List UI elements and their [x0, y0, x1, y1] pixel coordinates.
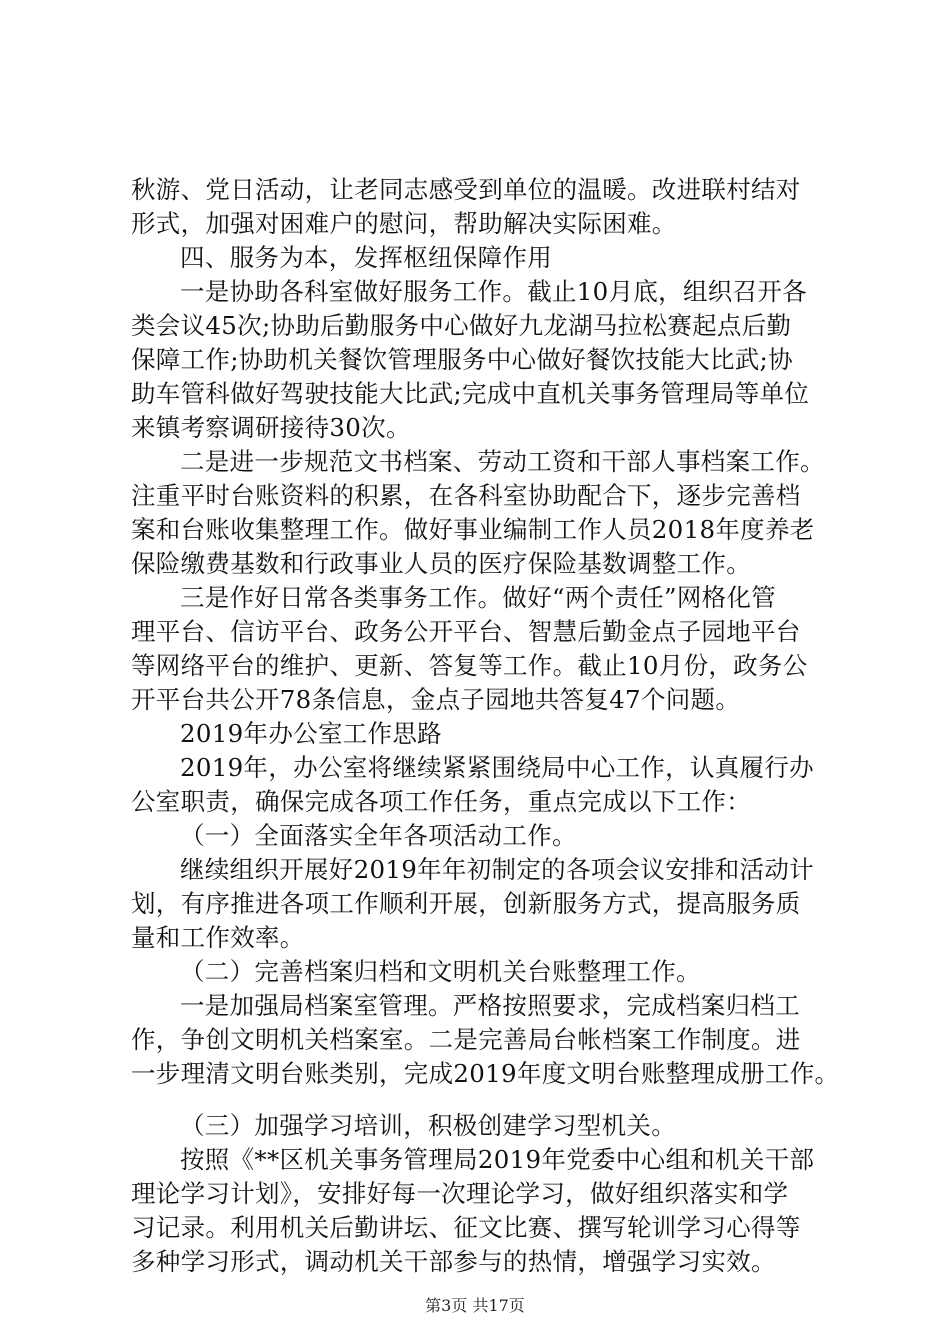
- text-line: 秋游、党日活动，让老同志感受到单位的温暖。改进联村结对: [131, 175, 801, 204]
- text-line: 二是进一步规范文书档案、劳动工资和干部人事档案工作。: [180, 447, 825, 476]
- text-line: 开平台共公开78条信息，金点子园地共答复47个问题。: [131, 685, 741, 714]
- subsection-heading: （三）加强学习培训，积极创建学习型机关。: [180, 1111, 676, 1140]
- text-line: 公室职责，确保完成各项工作任务，重点完成以下工作：: [131, 787, 751, 816]
- text-line: 继续组织开展好2019年年初制定的各项会议安排和活动计: [180, 855, 814, 884]
- text-line: 类会议45次;协助后勤服务中心做好九龙湖马拉松赛起点后勤: [131, 311, 792, 340]
- text-line: 理平台、信访平台、政务公开平台、智慧后勤金点子园地平台: [131, 617, 801, 646]
- text-line: 形式，加强对困难户的慰问，帮助解决实际困难。: [131, 209, 677, 238]
- section-heading: 2019年办公室工作思路: [180, 719, 442, 748]
- text-line: 保险缴费基数和行政事业人员的医疗保险基数调整工作。: [131, 549, 751, 578]
- subsection-heading: （一）全面落实全年各项活动工作。: [180, 821, 577, 850]
- text-line: 量和工作效率。: [131, 923, 305, 952]
- text-line: 2019年，办公室将继续紧紧围绕局中心工作，认真履行办: [180, 753, 814, 782]
- text-line: 来镇考察调研接待30次。: [131, 413, 411, 442]
- subsection-heading: （二）完善档案归档和文明机关台账整理工作。: [180, 957, 701, 986]
- text-line: 划，有序推进各项工作顺利开展，创新服务方式，提高服务质: [131, 889, 801, 918]
- text-line: 按照《**区机关事务管理局2019年党委中心组和机关干部: [180, 1145, 815, 1174]
- text-line: 一是加强局档案室管理。严格按照要求，完成档案归档工: [180, 991, 800, 1020]
- page-number: 第3页 共17页: [425, 1296, 525, 1315]
- text-line: 三是作好日常各类事务工作。做好“两个责任”网格化管: [180, 583, 777, 612]
- text-line: 保障工作;协助机关餐饮管理服务中心做好餐饮技能大比武;协: [131, 345, 793, 374]
- text-line: 习记录。利用机关后勤讲坛、征文比赛、撰写轮训学习心得等: [131, 1213, 801, 1242]
- section-heading: 四、服务为本，发挥枢纽保障作用: [180, 243, 552, 272]
- text-line: 注重平时台账资料的积累，在各科室协助配合下，逐步完善档: [131, 481, 801, 510]
- text-line: 一是协助各科室做好服务工作。截止10月底，组织召开各: [180, 277, 807, 306]
- text-line: 案和台账收集整理工作。做好事业编制工作人员2018年度养老: [131, 515, 815, 544]
- text-line: 理论学习计划》，安排好每一次理论学习，做好组织落实和学: [131, 1179, 789, 1208]
- text-line: 等网络平台的维护、更新、答复等工作。截止10月份，政务公: [131, 651, 808, 680]
- text-line: 助车管科做好驾驶技能大比武;完成中直机关事务管理局等单位: [131, 379, 810, 408]
- text-line: 多种学习形式，调动机关干部参与的热情，增强学习实效。: [131, 1247, 776, 1276]
- text-line: 一步理清文明台账类别，完成2019年度文明台账整理成册工作。: [131, 1059, 840, 1088]
- text-line: 作，争创文明机关档案室。二是完善局台帐档案工作制度。进: [131, 1025, 801, 1054]
